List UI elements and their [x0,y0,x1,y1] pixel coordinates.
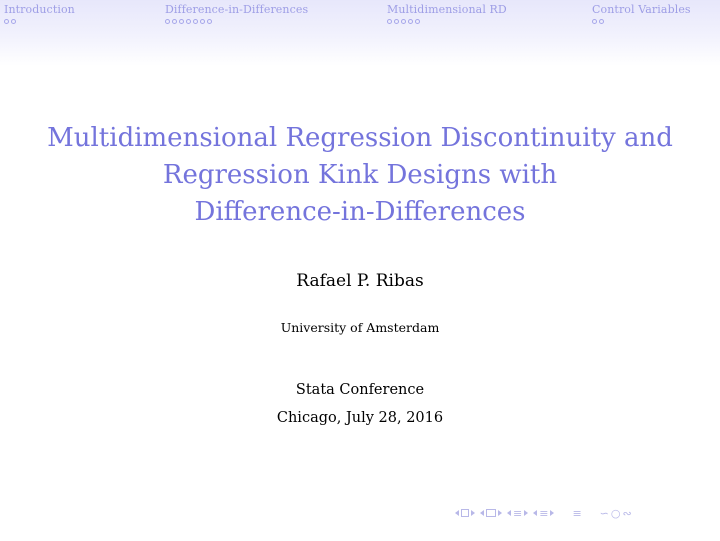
slide-dot[interactable] [4,19,9,24]
nav-section-label: Control Variables [592,3,691,16]
slide-dot[interactable] [599,19,604,24]
slide-dot[interactable] [401,19,406,24]
appendix-icon[interactable]: ≡ [572,506,582,520]
author-name: Rafael P. Ribas [296,271,424,291]
nav-section-label: Multidimensional RD [387,3,507,16]
section-icon[interactable]: ≡ [533,507,554,520]
slide-dot[interactable] [193,19,198,24]
nav-section-label: Difference-in-Differences [165,3,309,16]
frame-icon[interactable] [480,509,502,517]
slide-dot[interactable] [165,19,170,24]
event-name: Stata Conference [295,382,425,398]
slide-dots [387,19,507,24]
slide-dot[interactable] [415,19,420,24]
title-line-1: Multidimensional Regression Discontinuity and [47,123,673,153]
nav-section-control-variables[interactable] [592,3,691,24]
slide-dot[interactable] [207,19,212,24]
navigation-header [0,0,720,66]
title-line-2: Regression Kink Designs with [162,160,558,190]
slide-dots [4,19,75,24]
slide-dot[interactable] [387,19,392,24]
frame-prev-icon[interactable] [455,509,475,517]
slide-dot[interactable] [592,19,597,24]
beamer-navigation-controls [455,505,632,521]
slide-dots [592,19,691,24]
slide-dot[interactable] [186,19,191,24]
presentation-title [0,120,720,231]
subsection-icon[interactable]: ≡ [507,507,528,520]
slide-dot[interactable] [179,19,184,24]
slide-dot[interactable] [408,19,413,24]
slide-dot[interactable] [172,19,177,24]
institute: University of Amsterdam [280,320,440,335]
event-date: Chicago, July 28, 2016 [276,410,444,426]
nav-section-introduction[interactable] [4,3,75,24]
nav-section-label: Introduction [4,3,75,16]
slide-dots [165,19,308,24]
nav-section-difference-in-differences[interactable] [165,3,308,24]
event-info [0,376,720,432]
slide-dot[interactable] [200,19,205,24]
nav-section-multidimensional-rd[interactable] [387,3,507,24]
search-icon[interactable]: ∽ ○ ∾ [599,506,632,520]
slide-dot[interactable] [394,19,399,24]
slide-dot[interactable] [11,19,16,24]
title-line-3: Difference-in-Differences [194,197,526,227]
